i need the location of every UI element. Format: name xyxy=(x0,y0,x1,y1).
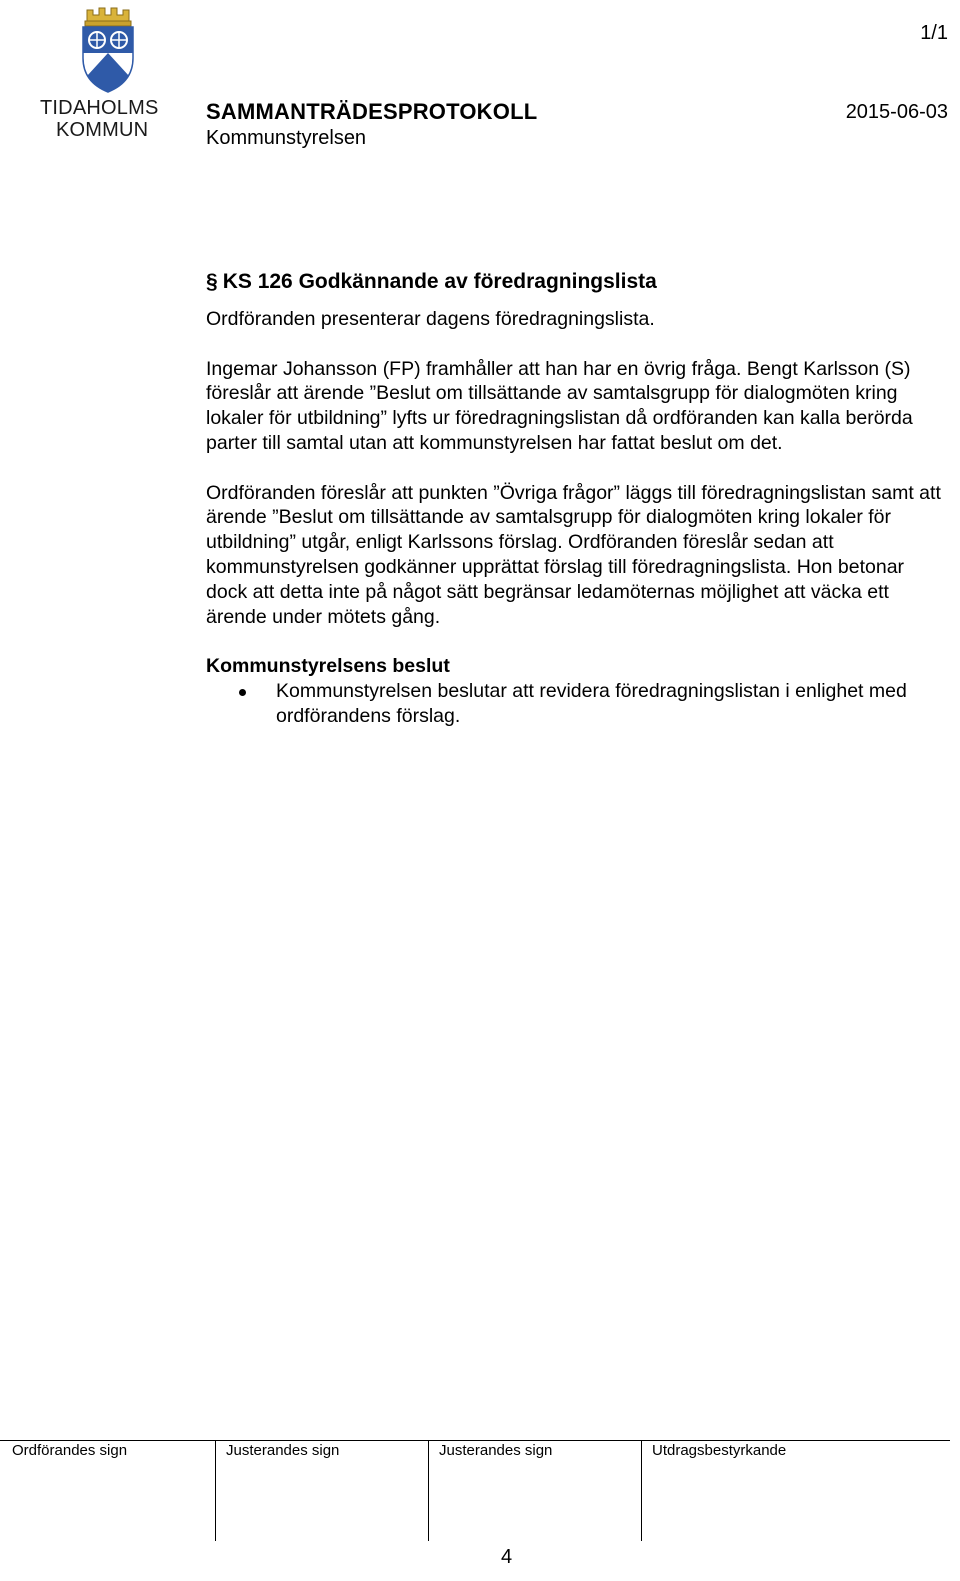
decision-list xyxy=(206,679,950,729)
list-item xyxy=(206,679,950,729)
page-number: 1/1 xyxy=(920,22,948,44)
footer-page-number: 4 xyxy=(501,1546,513,1568)
document-date: 2015-06-03 xyxy=(845,101,948,123)
adjuster-signature-cell-2: Justerandes sign xyxy=(428,1441,641,1541)
section-icon: § xyxy=(206,270,218,293)
coat-of-arms-icon xyxy=(77,6,139,94)
bullet-icon xyxy=(239,689,246,696)
document-title: SAMMANTRÄDESPROTOKOLL xyxy=(206,99,538,124)
certification-cell: Utdragsbestyrkande xyxy=(641,1441,950,1541)
logo-line-1: TIDAHOLMS xyxy=(40,97,159,119)
document-body xyxy=(206,270,950,729)
paragraph: Ordföranden föreslår att punkten ”Övriga frågor” läggs till föredragningslistan samt att ärende ”Beslut om tillsättande av samtalsgrupp för dialogmöten kring lokaler för utbildning” utgår, enligt Karlssons förslag. Ordföranden föreslår sedan att kommunstyrelsen godkänner upprättat förslag till föredragningslista. Hon betonar dock att detta inte på något sätt begränsar ledamöternas möjlighet att väcka ett ärende under mötets gång. xyxy=(206,481,941,628)
paragraph: Ordföranden presenterar dagens föredragningslista. xyxy=(206,308,655,330)
municipality-logo xyxy=(40,6,176,141)
decision-text: Kommunstyrelsen beslutar att revidera föredragningslistan i enlighet med ordförandens förslag. xyxy=(276,679,907,727)
paragraph: Ingemar Johansson (FP) framhåller att han har en övrig fråga. Bengt Karlsson (S) föreslår att ärende ”Beslut om tillsättande av samtalsgrupp för dialogmöten kring lokaler för utbildning” lyfts ur föredragningslistan då ordföranden kan kalla berörda parter till samtal utan att kommunstyrelsen har fattat beslut om det. xyxy=(206,357,913,454)
signature-footer xyxy=(0,1440,950,1541)
decision-heading: Kommunstyrelsens beslut xyxy=(206,655,450,678)
section-heading-text: KS 126 Godkännande av föredragningslista xyxy=(222,270,657,293)
adjuster-signature-cell-1: Justerandes sign xyxy=(215,1441,428,1541)
organization-name: Kommunstyrelsen xyxy=(206,127,367,149)
logo-line-2: KOMMUN xyxy=(56,119,149,141)
chair-signature-cell: Ordförandes sign xyxy=(12,1442,128,1459)
section-heading xyxy=(206,270,950,294)
